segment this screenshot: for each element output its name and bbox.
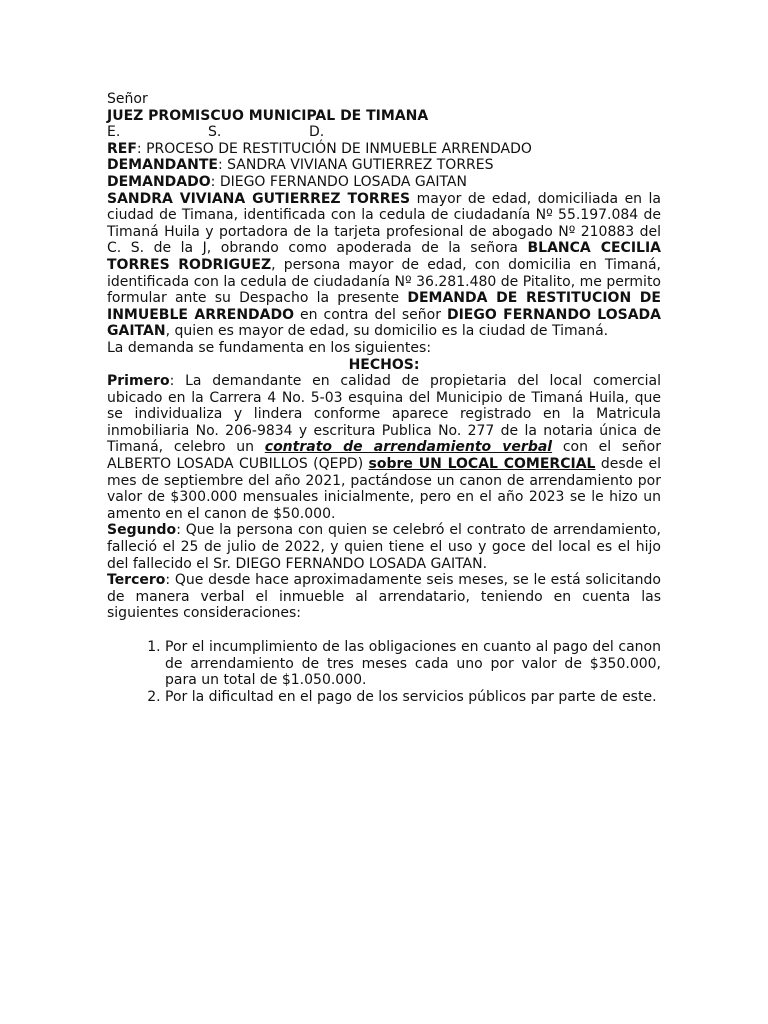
esd-d: D. [309,124,325,141]
ref-line [107,141,661,158]
ref-text: : PROCESO DE RESTITUCIÓN DE INMUEBLE ARRENDADO [136,140,532,157]
plaintiff-line [107,157,661,174]
defendant-label: DEMANDADO [107,173,211,190]
addressee-title: JUEZ PROMISCUO MUNICIPAL DE TIMANA [107,107,429,124]
contract-type: contrato de arrendamiento verbal [264,439,553,456]
defendant-text: : DIEGO FERNANDO LOSADA GAITAN [210,173,467,190]
fact-segundo: Segundo: Que la persona con quien se celebró el contrato de arrendamiento, falleció el 25 de julio de 2022, y quien tiene el uso y goce del local es el hijo del fallecido el Sr. DIEGO FERNANDO LOSADA GAITAN. [107,522,661,572]
defendant-line [107,174,661,191]
ref-label: REF [107,140,137,157]
contract-object: sobre UN LOCAL COMERCIAL [368,456,596,473]
plaintiff-label: DEMANDANTE [107,157,218,174]
esd-e: E. [107,124,121,141]
facts-heading: HECHOS: [348,356,420,373]
salutation: Señor [107,91,148,107]
intro-paragraph: SANDRA VIVIANA GUTIERREZ TORRES mayor de edad, domiciliada en la ciudad de Timana, identificada con la cedula de ciudadanía Nº 55.197.084 de Timaná Huila y portadora de la tarjeta profesional de abogado Nº 210883 del C. S. de la J, obrando como apoderada de la señora BLANCA CECILIA TORRES RODRIGUEZ, persona mayor de edad, con domicilia en Timaná, identificada con la cedula de ciudadanía Nº 36.281.480 de Pitalito, me permito formular ante su Despacho la presente DEMANDA DE RESTITUCION DE INMUEBLE ARRENDADO en contra del señor DIEGO FERNANDO LOSADA GAITAN, quien es mayor de edad, su domicilio es la ciudad de Timaná. [107,190,661,340]
fact-primero: Primero: La demandante en calidad de propietaria del local comercial ubicado en la Carrera 4 No. 5-03 esquina del Municipio de Timaná Huila, que se individualiza y lindera conforme aparece registrado en la Matricula inmobiliaria No. 206-9834 y escritura Publica No. 277 de la notaria única de Timaná, celebro un contrato de arrendamiento verbal con el señor ALBERTO LOSADA CUBILLOS (QEPD) sobre UN LOCAL COMERCIAL desde el mes de septiembre del año 2021, pactándose un canon de arrendamiento por valor de $300.000 mensuales inicialmente, pero en el año 2023 se le hizo un amento en el canon de $50.000. [107,373,662,522]
esd-line [107,124,661,141]
document-body [107,91,661,705]
list-item: 1. Por el incumplimiento de las obligaciones en cuanto al pago del canon de arrendamiento de tres meses cada uno por valor de $350.000, para un total de $1.050.000. [165,639,661,689]
considerations-list [107,639,661,705]
plaintiff-text: : SANDRA VIVIANA GUTIERREZ TORRES [217,157,494,174]
fact-tercero: Tercero: Que desde hace aproximadamente seis meses, se le está solicitando de manera verbal el inmueble al arrendatario, teniendo en cuenta las siguientes consideraciones: [107,572,661,622]
esd-s: S. [208,124,222,141]
list-item: 2. Por la dificultad en el pago de los servicios públicos par parte de este. [165,689,661,706]
basis-line: La demanda se fundamenta en los siguientes: [107,339,432,356]
